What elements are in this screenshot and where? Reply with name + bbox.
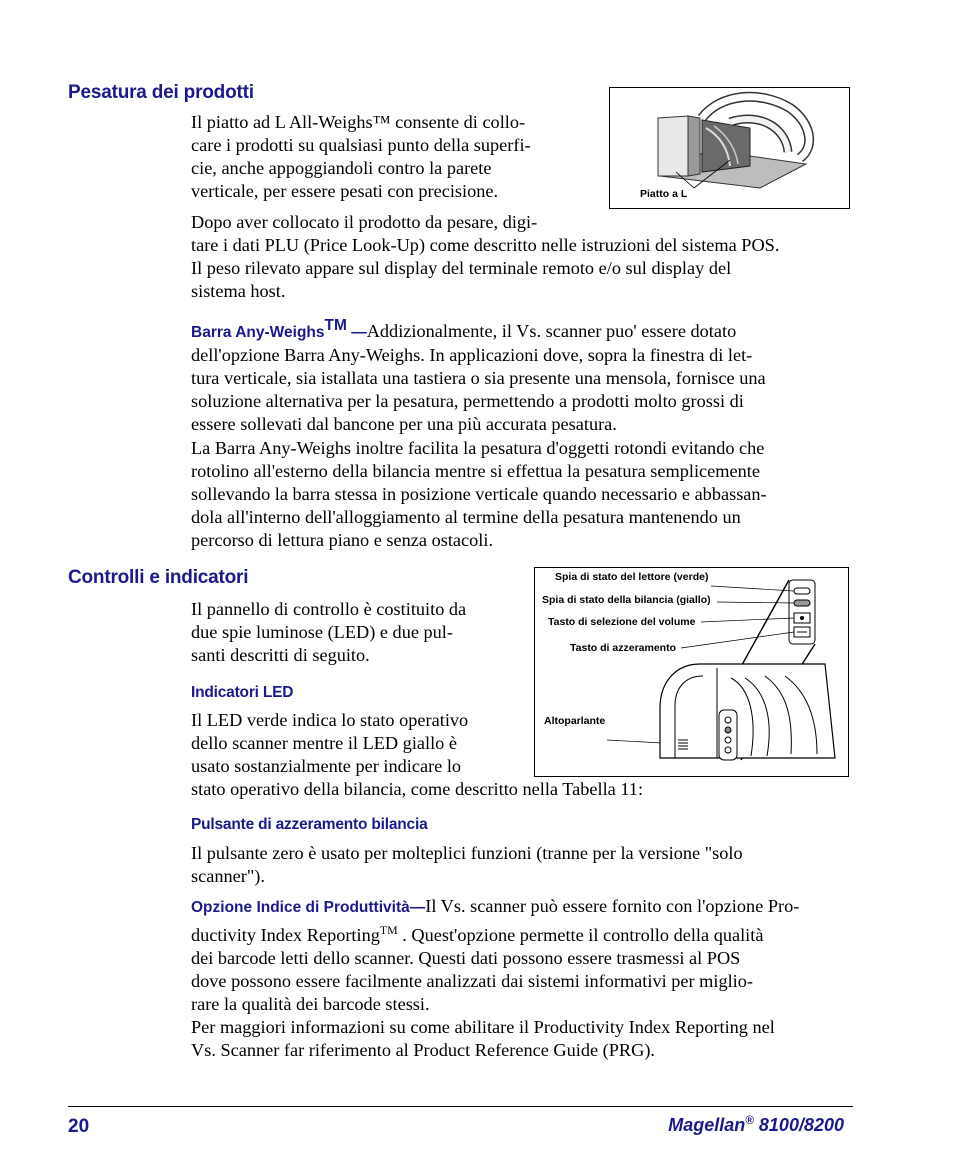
round-objects-line: La Barra Any-Weighs inoltre facilita la pesatura d'oggetti rotondi evitando che <box>191 438 765 458</box>
barra-tm: TM <box>324 317 347 334</box>
paragraph-more-info <box>191 1016 775 1062</box>
led-line: dello scanner mentre il LED giallo è <box>191 733 457 753</box>
barra-label: Barra Any-Weighs <box>191 324 325 342</box>
callout-l-platter: Piatto a L <box>640 188 688 200</box>
all-weighs-line: verticale, per essere pesati con precisione. <box>191 181 499 201</box>
led-line: stato operativo della bilancia, come descritto nella Tabella 11: <box>191 779 644 799</box>
barra-line: tura verticale, sia istallata una tastiera o sia presente una mensola, fornisce una <box>191 368 766 389</box>
paragraph-barra-any-weighs <box>191 314 766 436</box>
page-number: 20 <box>68 1116 90 1137</box>
plu-line: Il peso rilevato appare sul display del terminale remoto e/o sul display del <box>191 258 732 278</box>
paragraph-round-objects <box>191 437 767 552</box>
round-objects-line: sollevando la barra stessa in posizione verticale quando necessario e abbassan- <box>191 484 767 504</box>
section-heading-weighing: Pesatura dei prodotti <box>68 82 254 103</box>
callout-speaker: Altoparlante <box>544 715 606 727</box>
footer-reg: ® <box>745 1114 754 1127</box>
footer-product-title <box>668 1114 844 1136</box>
subheading-led-indicators: Indicatori LED <box>191 684 294 701</box>
zero-button-line: Il pulsante zero è usato per molteplici funzioni (tranne per la versione "solo <box>191 843 743 863</box>
footer-rule <box>68 1106 853 1107</box>
control-panel-line: due spie luminose (LED) e due pul- <box>191 622 453 642</box>
callout-zero-button: Tasto di azzeramento <box>570 642 676 654</box>
subheading-zero-button: Pulsante di azzeramento bilancia <box>191 816 428 833</box>
callout-volume-button: Tasto di selezione del volume <box>548 616 696 628</box>
productivity-line: rare la qualità dei barcode stessi. <box>191 994 430 1015</box>
control-panel-line: santi descritti di seguito. <box>191 645 370 665</box>
paragraph-control-panel <box>191 598 466 667</box>
callout-green-led: Spia di stato del lettore (verde) <box>555 571 709 583</box>
round-objects-line: rotolino all'esterno della bilancia mentre si effettua la pesatura semplicemente <box>191 461 760 481</box>
barra-line: essere sollevati dal bancone per una più accurata pesatura. <box>191 414 617 435</box>
control-panel-line: Il pannello di controllo è costituito da <box>191 599 467 619</box>
round-objects-line: percorso di lettura piano e senza ostacoli. <box>191 530 494 550</box>
paragraph-led <box>191 709 643 801</box>
productivity-line: dove possono essere facilmente analizzati dai sistemi informativi per miglio- <box>191 971 753 992</box>
paragraph-plu <box>191 211 779 303</box>
opz-line2b: . Quest'opzione permette il controllo della qualità <box>397 925 764 946</box>
opz-line2a: ductivity Index Reporting <box>191 925 380 946</box>
opz-first-line: Il Vs. scanner può essere fornito con l'opzione Pro- <box>425 896 800 916</box>
section-heading-controls: Controlli e indicatori <box>68 567 249 588</box>
led-line: Il LED verde indica lo stato operativo <box>191 710 469 730</box>
more-info-line: Vs. Scanner far riferimento al Product Reference Guide (PRG). <box>191 1040 655 1060</box>
paragraph-productivity-index <box>191 895 799 1016</box>
round-objects-line: dola all'interno dell'alloggiamento al termine della pesatura mantenendo un <box>191 507 741 527</box>
paragraph-all-weighs <box>191 111 531 203</box>
zero-button-line: scanner"). <box>191 866 265 886</box>
barra-line: dell'opzione Barra Any-Weighs. In applicazioni dove, sopra la finestra di let- <box>191 345 753 366</box>
figure-l-platter <box>609 87 850 209</box>
barra-first-line: Addizionalmente, il Vs. scanner puo' essere dotato <box>366 321 737 342</box>
barra-dash: — <box>346 324 367 342</box>
plu-line: tare i dati PLU (Price Look-Up) come descritto nelle istruzioni del sistema POS. <box>191 235 780 255</box>
opz-tm: TM <box>379 923 398 937</box>
all-weighs-line: Il piatto ad L All-Weighs™ consente di collo- <box>191 112 526 132</box>
plu-line: Dopo aver collocato il prodotto da pesare, digi- <box>191 212 538 232</box>
all-weighs-line: care i prodotti su qualsiasi punto della superfi- <box>191 135 531 155</box>
plu-line: sistema host. <box>191 281 286 301</box>
more-info-line: Per maggiori informazioni su come abilitare il Productivity Index Reporting nel <box>191 1017 775 1037</box>
led-line: usato sostanzialmente per indicare lo <box>191 756 462 776</box>
paragraph-zero-button <box>191 842 743 888</box>
productivity-line: dei barcode letti dello scanner. Questi dati possono essere trasmessi al POS <box>191 948 741 969</box>
barra-line: soluzione alternativa per la pesatura, permettendo a prodotti molto grossi di <box>191 391 744 412</box>
opz-label: Opzione Indice di Produttività— <box>191 899 426 916</box>
footer-model: 8100/8200 <box>753 1115 844 1135</box>
callout-yellow-led: Spia di stato della bilancia (giallo) <box>542 594 711 606</box>
footer-product: Magellan <box>668 1115 746 1135</box>
all-weighs-line: cie, anche appoggiandoli contro la parete <box>191 158 492 178</box>
